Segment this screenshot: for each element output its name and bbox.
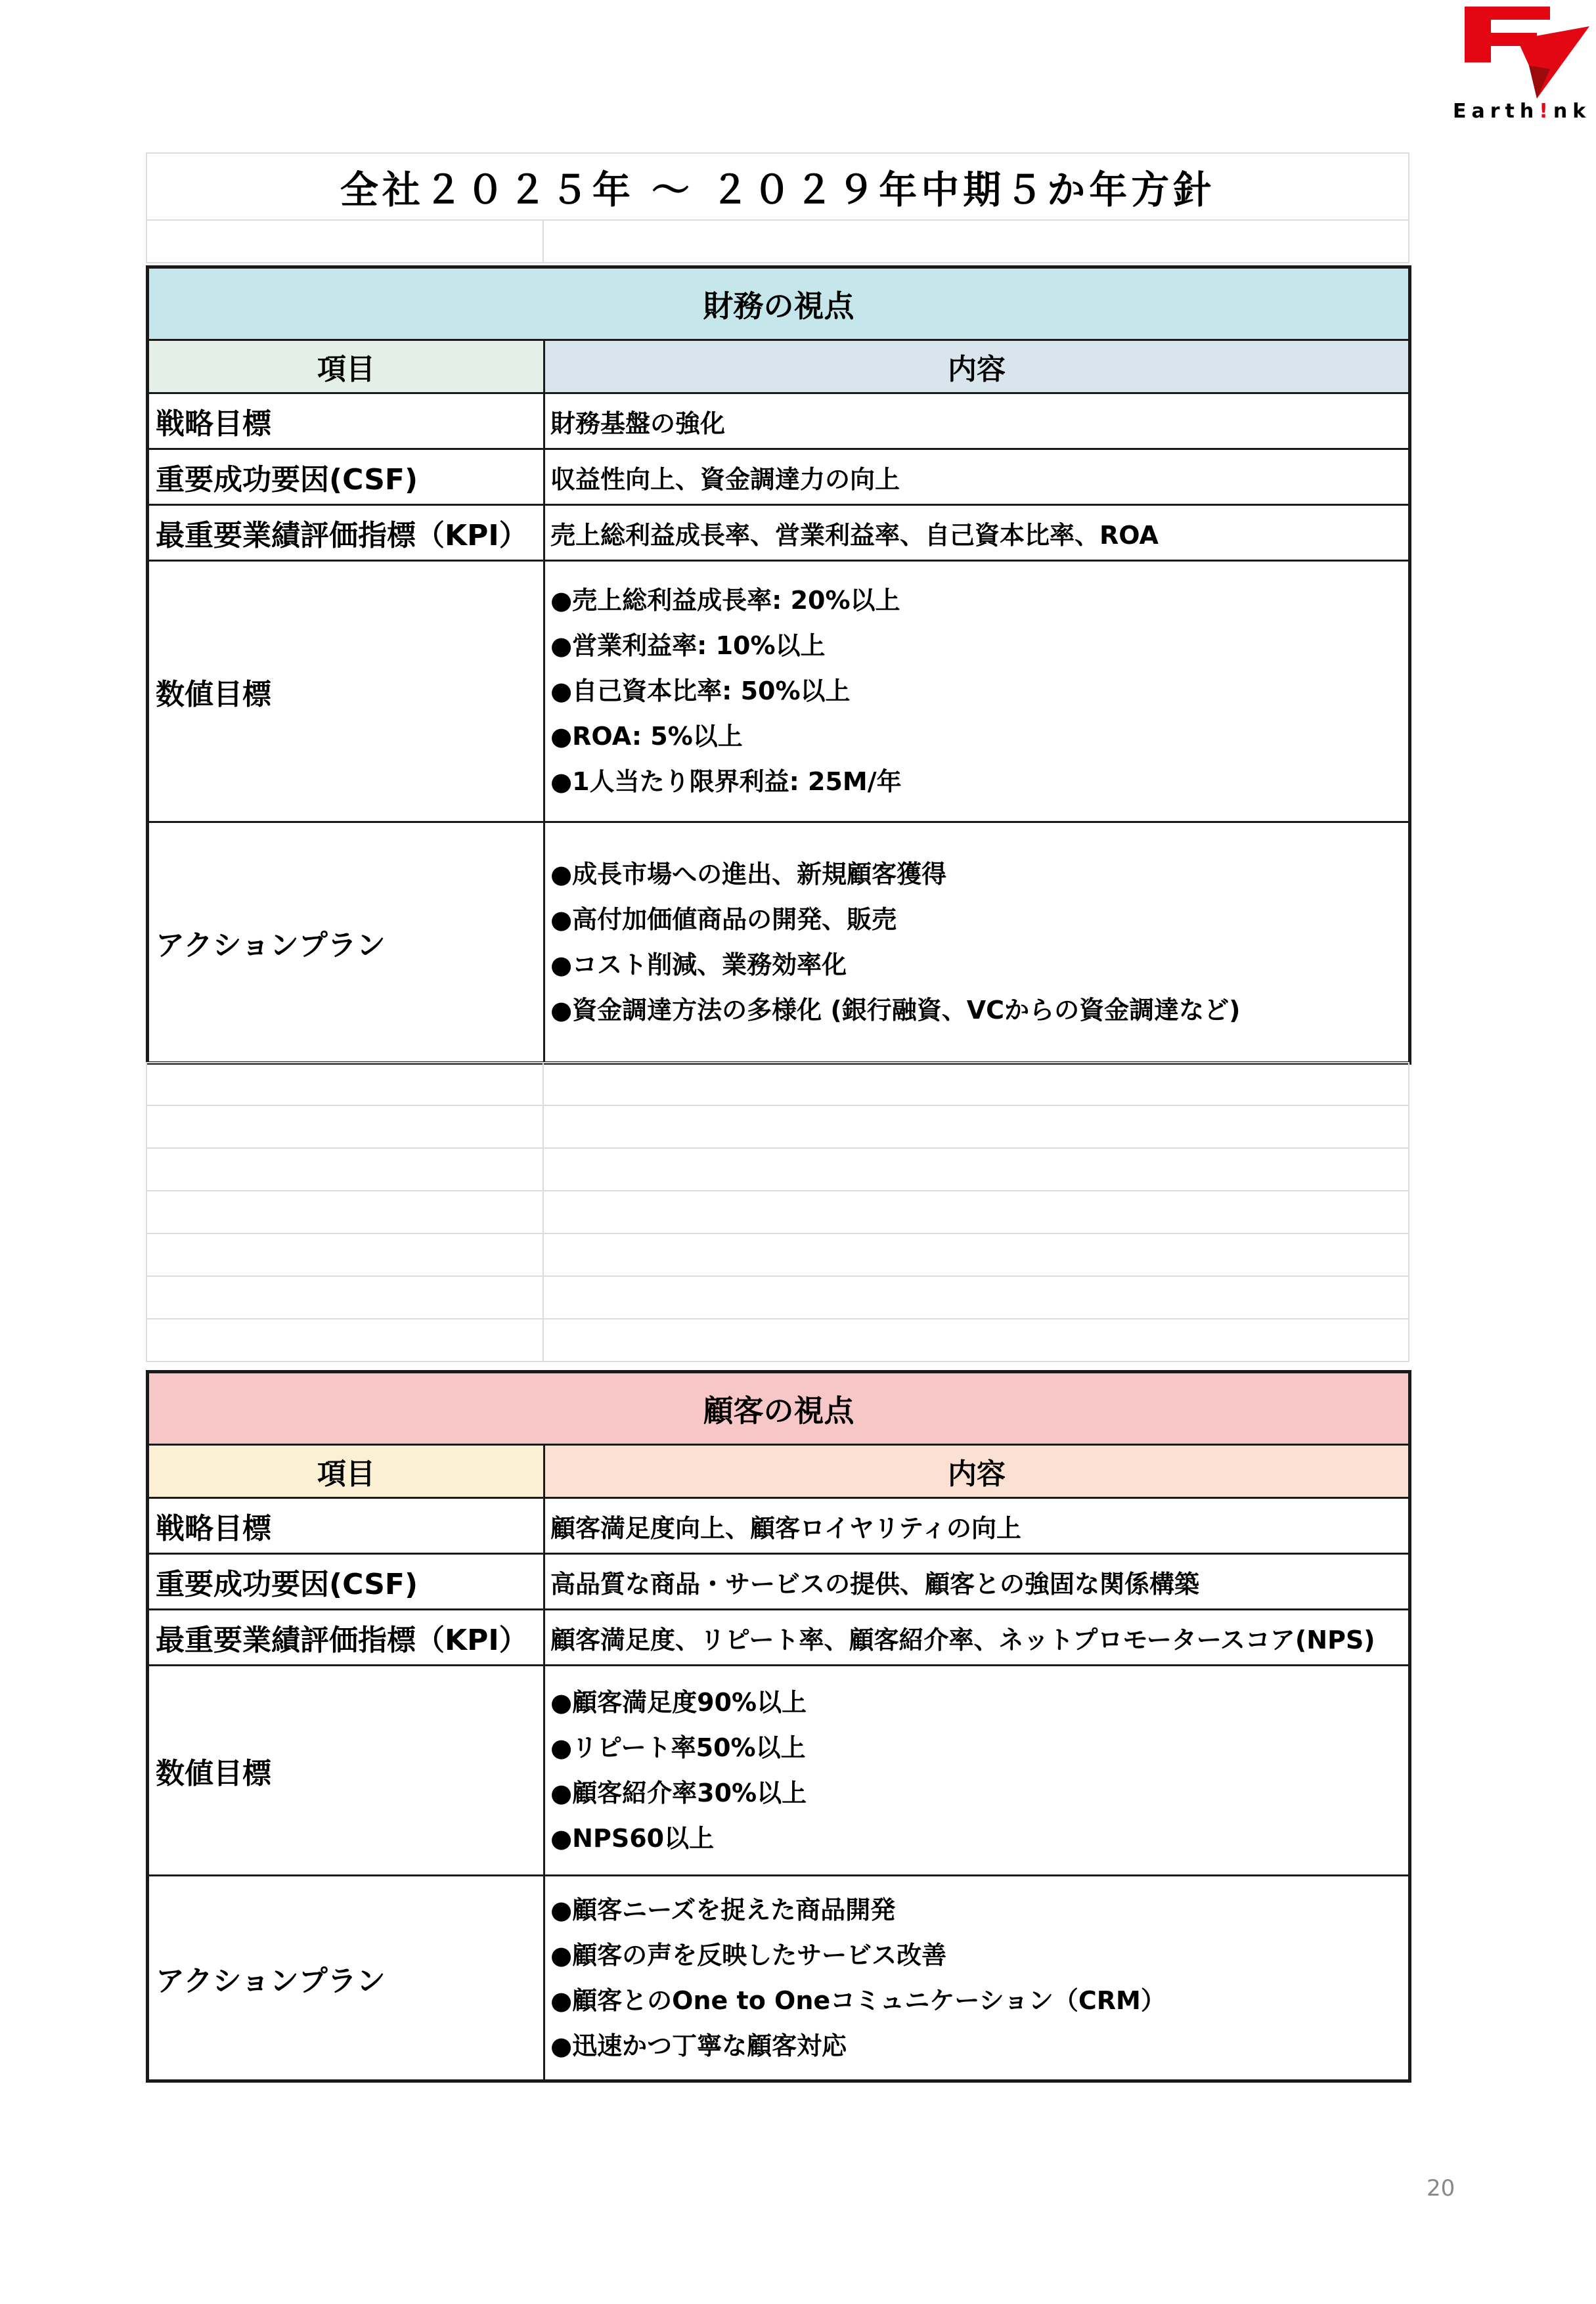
finance-strategy-value: 財務基盤の強化	[544, 393, 1410, 449]
list-item: ● 高付加価値商品の開発、販売	[550, 897, 1408, 942]
customer-targets-label: 数値目標	[148, 1666, 544, 1876]
customer-csf-label: 重要成功要因(CSF)	[148, 1554, 544, 1610]
customer-actions-cell	[544, 1876, 1410, 2081]
finance-actions-cell	[544, 822, 1410, 1063]
finance-actions-label: アクションプラン	[148, 822, 544, 1063]
finance-targets-list	[550, 578, 1408, 805]
customer-heading: 顧客の視点	[148, 1372, 1410, 1445]
finance-perspective-table	[146, 265, 1411, 1065]
customer-kpi-label: 最重要業績評価指標（KPI）	[148, 1610, 544, 1666]
list-item: ● 成長市場への進出、新規顧客獲得	[550, 852, 1408, 897]
list-item: ● 営業利益率: 10%以上	[550, 623, 1408, 669]
customer-col-content: 内容	[544, 1445, 1410, 1498]
spreadsheet-grid-middle	[146, 1062, 1409, 1362]
finance-col-content: 内容	[544, 340, 1410, 393]
list-item: ● 売上総利益成長率: 20%以上	[550, 578, 1408, 623]
list-item: ● 顧客紹介率30%以上	[550, 1771, 1408, 1816]
finance-kpi-label: 最重要業績評価指標（KPI）	[148, 505, 544, 561]
list-item: ● NPS60以上	[550, 1816, 1408, 1861]
list-item: ● 自己資本比率: 50%以上	[550, 669, 1408, 714]
customer-strategy-value: 顧客満足度向上、顧客ロイヤリティの向上	[544, 1498, 1410, 1554]
list-item: ● 顧客とのOne to Oneコミュニケーション（CRM）	[550, 1978, 1408, 2024]
finance-csf-label: 重要成功要因(CSF)	[148, 449, 544, 505]
list-item: ● コスト削減、業務効率化	[550, 942, 1408, 988]
list-item: ● 1人当たり限界利益: 25M/年	[550, 759, 1408, 805]
customer-actions-list	[550, 1888, 1408, 2069]
finance-strategy-label: 戦略目標	[148, 393, 544, 449]
finance-actions-list	[550, 852, 1408, 1033]
customer-perspective-table	[146, 1370, 1411, 2083]
finance-kpi-value: 売上総利益成長率、営業利益率、自己資本比率、ROA	[544, 505, 1410, 561]
spreadsheet-grid-top	[146, 152, 1409, 263]
list-item: ● 迅速かつ丁寧な顧客対応	[550, 2024, 1408, 2069]
page-title: 全社２０２５年 ～ ２０２９年中期５か年方針	[146, 153, 1409, 220]
list-item: ● 顧客満足度90%以上	[550, 1680, 1408, 1725]
finance-targets-cell	[544, 561, 1410, 822]
list-item: ● 資金調達方法の多様化 (銀行融資、VCからの資金調達など)	[550, 988, 1408, 1033]
page-number: 20	[1427, 2175, 1455, 2202]
finance-col-item: 項目	[148, 340, 544, 393]
customer-actions-label: アクションプラン	[148, 1876, 544, 2081]
list-item: ● 顧客の声を反映したサービス改善	[550, 1933, 1408, 1978]
finance-csf-value: 収益性向上、資金調達力の向上	[544, 449, 1410, 505]
customer-col-item: 項目	[148, 1445, 544, 1498]
list-item: ● 顧客ニーズを捉えた商品開発	[550, 1888, 1408, 1933]
list-item: ● リピート率50%以上	[550, 1725, 1408, 1771]
list-item: ● ROA: 5%以上	[550, 714, 1408, 759]
finance-heading: 財務の視点	[148, 267, 1410, 340]
customer-kpi-value: 顧客満足度、リピート率、顧客紹介率、ネットプロモータースコア(NPS)	[544, 1610, 1410, 1666]
customer-csf-value: 高品質な商品・サービスの提供、顧客との強固な関係構築	[544, 1554, 1410, 1610]
customer-strategy-label: 戦略目標	[148, 1498, 544, 1554]
finance-targets-label: 数値目標	[148, 561, 544, 822]
logo-wordmark: Earth!nk	[1453, 100, 1591, 123]
customer-targets-cell	[544, 1666, 1410, 1876]
customer-targets-list	[550, 1680, 1408, 1861]
